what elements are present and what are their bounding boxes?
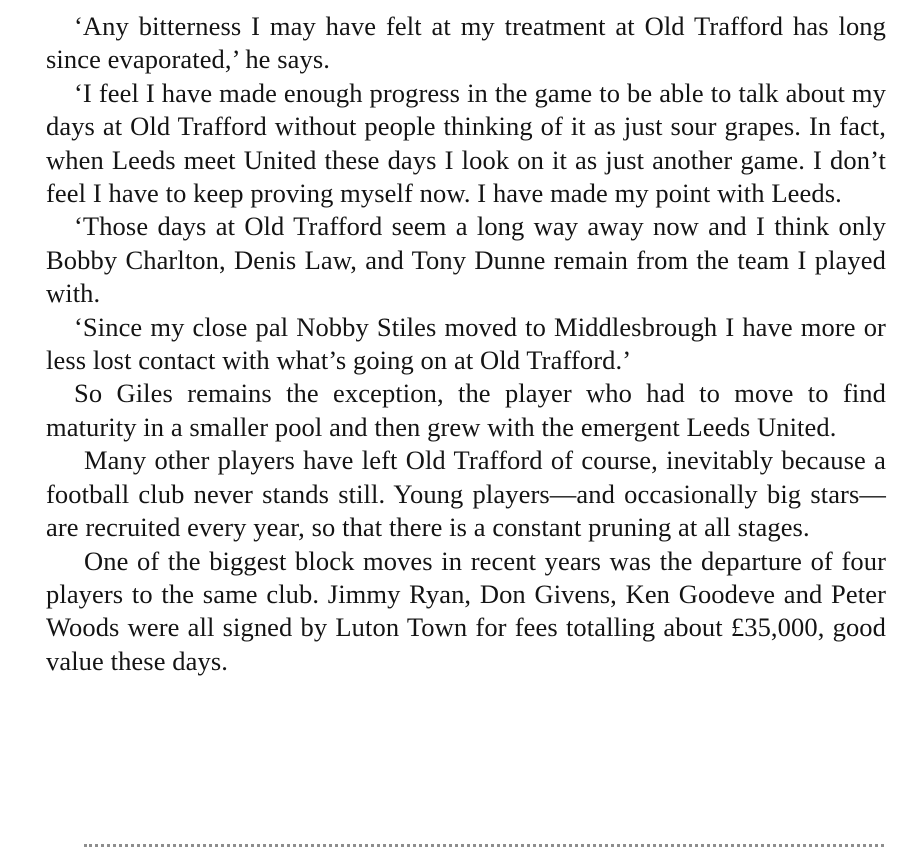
paragraph-7: One of the biggest block moves in recent years was the departure of four players to the same club. Jimmy Ryan, Don Givens, Ken Goodeve and Peter Woods were all signed by Luton Town for fees totalling about £35,000, good value these days. <box>46 545 886 676</box>
article-body <box>46 10 886 678</box>
paragraph-2: ‘I feel I have made enough progress in the game to be able to talk about my days at Old Trafford without people thinking of it as just sour grapes. In fact, when Leeds meet United these days I look on it as just another game. I don’t feel I have to keep proving myself now. I have made my point with Leeds. <box>46 77 886 209</box>
cut-off-next-line <box>46 844 886 858</box>
paragraph-4: ‘Since my close pal Nobby Stiles moved to Middlesbrough I have more or less lost contact with what’s going on at Old Trafford.’ <box>46 311 886 376</box>
truncated-text-fragment <box>84 844 884 853</box>
paragraph-3: ‘Those days at Old Trafford seem a long way away now and I think only Bobby Charlton, Denis Law, and Tony Dunne remain from the team I played with. <box>46 211 886 309</box>
paragraph-1: ‘Any bitterness I may have felt at my treatment at Old Trafford has long since evaporated,’ he says. <box>46 11 886 75</box>
paragraph-6: Many other players have left Old Trafford of course, inevitably because a football club never stands still. Young players—and occasionally big stars—are recruited every year, so that there is a constant pruning at all stages. <box>46 445 886 543</box>
paragraph-5: So Giles remains the exception, the player who had to move to find maturity in a smaller pool and then grew with the emergent Leeds United. <box>46 378 886 442</box>
